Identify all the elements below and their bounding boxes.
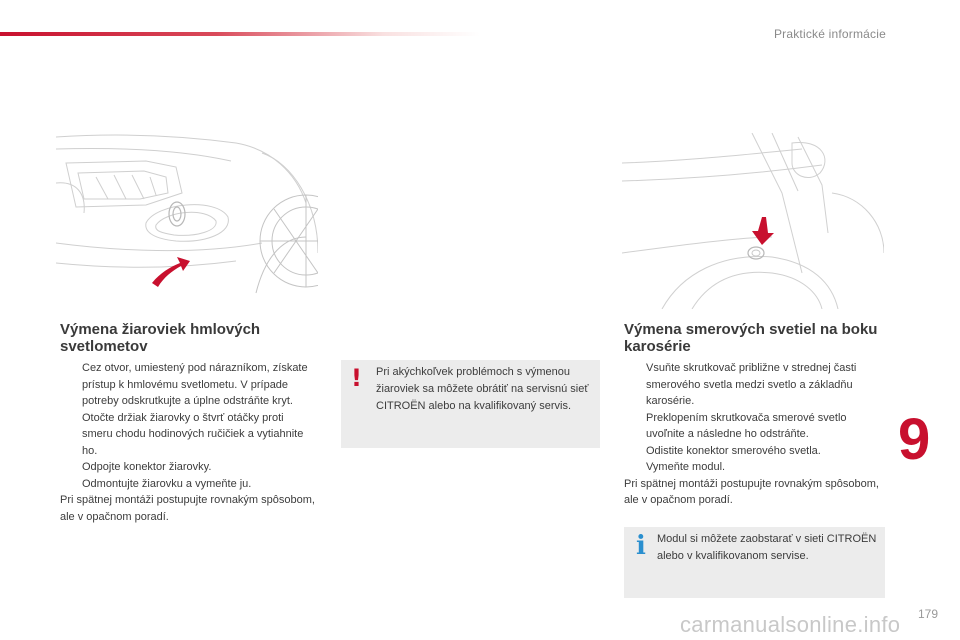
arrow-icon	[752, 217, 774, 245]
step-text: Odistite konektor smerového svetla.	[646, 444, 821, 457]
warning-box	[341, 360, 600, 448]
section-title: Praktické informácie	[773, 27, 886, 41]
list-item	[624, 360, 886, 410]
exclamation-icon: !	[351, 364, 362, 392]
step-text: Otočte držiak žiarovky o štvrť otáčky proti smeru chodu hodinových ručičiek a vytiahnite ho.	[82, 411, 304, 457]
list-item	[60, 459, 315, 476]
step-text: Odpojte konektor žiarovky.	[82, 461, 212, 473]
side-indicator-illustration	[622, 133, 884, 309]
list-item	[60, 410, 315, 460]
list-item	[624, 459, 886, 476]
fog-lamp-illustration	[56, 133, 318, 301]
warning-text: Pri akýchkoľvek problémoch s výmenou žiaroviek sa môžete obrátiť na servisnú sieť CITROËN alebo na kvalifikovaný servis.	[376, 366, 589, 412]
list-item	[60, 476, 315, 493]
side-indicator-section-title: Výmena smerových svetiel na boku karosérie	[624, 321, 878, 355]
closing-note: Pri spätnej montáži postupujte rovnakým spôsobom, ale v opačnom poradí.	[624, 477, 879, 506]
step-text: Preklopením skrutkovača smerové svetlo uvoľnite a následne ho odstráňte.	[646, 411, 847, 440]
fog-lamp-section-title: Výmena žiaroviek hmlových svetlometov	[60, 321, 261, 355]
list-item	[624, 410, 886, 443]
step-text: Cez otvor, umiestený pod nárazníkom, získate prístup k hmlovému svetlometu. V prípade potreby odskrutkujte a úplne odstráňte kryt.	[82, 362, 308, 407]
fog-lamp-instructions	[60, 360, 315, 525]
step-text: Vymeňte modul.	[646, 461, 726, 473]
page-number: 179	[917, 607, 938, 621]
closing-note: Pri spätnej montáži postupujte rovnakým spôsobom, ale v opačnom poradí.	[60, 494, 315, 523]
step-text: Vsuňte skrutkovač približne v strednej časti smerového svetla medzi svetlo a základňu karosérie.	[646, 362, 857, 407]
arrow-icon	[152, 257, 190, 287]
info-icon: i	[636, 531, 646, 561]
list-item	[624, 443, 886, 460]
info-box	[624, 527, 885, 598]
step-text: Odmontujte žiarovku a vymeňte ju.	[82, 477, 252, 490]
list-item	[60, 360, 315, 410]
watermark: carmanualsonline.info	[680, 612, 901, 637]
info-text: Modul si môžete zaobstarať v sieti CITROËN alebo v kvalifikovanom servise.	[657, 533, 877, 562]
side-indicator-instructions	[624, 360, 886, 509]
chapter-number: 9	[898, 407, 931, 472]
header-accent-bar	[0, 32, 480, 36]
